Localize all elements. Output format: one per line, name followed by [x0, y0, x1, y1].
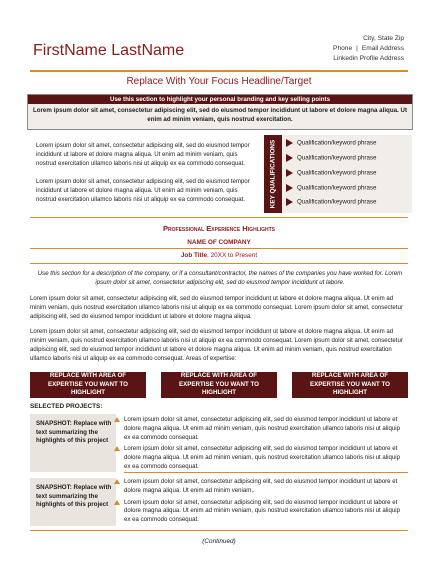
- project-bullet: Lorem ipsum dolor sit amet, consectetur adipiscing elit, sed do eiusmod tempor incididunt ut labore et dolore magna aliqua. Ut enim ad minim veniam,.: [124, 478, 406, 496]
- expertise-tab-2: REPLACE WITH AREA OF EXPERTISE YOU WANT TO HIGHLIGHT: [161, 372, 277, 398]
- linkedin: Linkedin Profile Address: [333, 55, 404, 62]
- summary-section: [36, 141, 258, 212]
- branding-title: Use this section to highlight your personal branding and key selling points: [28, 95, 412, 104]
- project-divider: [124, 472, 408, 473]
- focus-headline: Replace With Your Focus Headline/Target: [126, 76, 312, 87]
- summary-paragraph-2: Lorem ipsum dolor sit amet, consectetur adipiscing elit, sed do eiusmod tempor incididunt ut labore et dolore magna aliqua. Ut enim ad minim veniam, quis nostrud exercitation ullamco laboris nisi ut aliquip ex ea commodo consequat.: [36, 177, 250, 204]
- branding-box: [27, 94, 413, 130]
- phone-email-line: [333, 44, 404, 54]
- project-snapshot-1: SNAPSHOT: Replace with text summarizing the highlights of this project: [30, 414, 116, 472]
- job-divider: [30, 263, 408, 264]
- company-name: NAME OF COMPANY: [187, 239, 251, 246]
- arrow-icon: [286, 198, 293, 206]
- company-divider: [30, 248, 408, 249]
- project-bullet: Lorem ipsum dolor sit amet, consectetur adipiscing elit, sed do eiusmod tempor incididunt ut labore et dolore magna aliqua. Ut enim ad minim veniam, quis nostrud exercitation ullamco laboris nisi ut aliquip ex ea commodo consequat.: [124, 499, 406, 525]
- key-qualifications-list: [282, 135, 412, 213]
- summary-paragraph-1: Lorem ipsum dolor sit amet, consectetur adipiscing elit, sed do eiusmod tempor incididunt ut labore et dolore magna aliqua. Ut enim ad minim veniam, quis nostrud exercitation ullamco laboris nisi ut aliquip ex ea commodo consequat.: [36, 142, 250, 168]
- project-2-bullets: [124, 478, 406, 528]
- experience-paragraph-2: Lorem ipsum dolor sit amet, consectetur adipiscing elit, sed do eiusmod tempor incididunt ut labore et dolore magna aliqua. Ut enim ad minim veniam, quis nostrud exercitation ullamco laboris nisi ut aliquip ex ea commodo consequat. Lorem ipsum dolor sit amet, consectetur adipiscing elit, sed do eiusmod tempor incididunt ut labore et dolore magna aliqua. Ut enim ad minim veniam, quis nostrud exercitation ullamco laboris nisi ut aliquip ex ea commodo consequat. Areas of expertise:: [30, 328, 403, 362]
- arrow-icon: [286, 169, 293, 177]
- company-description: Use this section for a description of the company, or if a consultant/contractor, the names of the companies you have worked for. Lorem ipsum dolor sit amet, consectetur adipiscing elit, sed do eiusmod tempor incididunt ut labore.: [37, 270, 403, 286]
- section-divider: [30, 217, 408, 218]
- branding-text: Lorem ipsum dolor sit amet, consectetur adipiscing elit, sed do eiusmod tempor incididunt ut labore et dolore magna aliqua. Ut enim ad minim veniam, quis nostrud exercitation.: [32, 107, 408, 123]
- candidate-name: FirstName LastName: [33, 42, 185, 59]
- project-bullet: Lorem ipsum dolor sit amet, consectetur adipiscing elit, sed do eiusmod tempor incididunt ut labore et dolore magna aliqua. Ut enim ad minim veniam, quis nostrud exercitation ullamco laboris nisi ut aliquip ex ea commodo consequat.: [124, 416, 406, 442]
- experience-paragraph-1: Lorem ipsum dolor sit amet, consectetur adipiscing elit, sed do eiusmod tempor incididunt ut labore et dolore magna aliqua. Ut enim ad minim veniam, quis nostrud exercitation ullamco laboris nisi ut aliquip ex ea commodo consequat. Lorem ipsum dolor sit amet, consectetur adipiscing elit, sed do eiusmod tempor incididunt ut labore et dolore magna aliqua.: [30, 295, 403, 320]
- qualification-item: Qualification/keyword phrase: [286, 184, 376, 194]
- qualification-item: Qualification/keyword phrase: [286, 154, 376, 164]
- bullet-icon: [114, 417, 120, 422]
- job-title-line: Job Title, 20XX to Present: [180, 252, 258, 259]
- separator: |: [356, 45, 358, 52]
- qualification-item: Qualification/keyword phrase: [286, 198, 376, 208]
- city-state-zip: City, State Zip: [363, 35, 404, 42]
- key-qualifications-panel: [264, 135, 412, 213]
- expertise-tab-3: REPLACE WITH AREA OF EXPERTISE YOU WANT TO HIGHLIGHT: [292, 372, 408, 398]
- project-snapshot-2: SNAPSHOT: Replace with text summarizing the highlights of this project: [30, 478, 116, 526]
- qualification-item: Qualification/keyword phrase: [286, 139, 376, 149]
- contact-block: [333, 34, 404, 64]
- project-bullet: Lorem ipsum dolor sit amet, consectetur adipiscing elit, sed do eiusmod tempor incididunt ut labore et dolore magna aliqua. Ut enim ad minim veniam, quis nostrud exercitation ullamco laboris nisi ut aliquip ex ea commodo consequat.: [124, 445, 406, 471]
- qualification-item: Qualification/keyword phrase: [286, 169, 376, 179]
- key-qualifications-label: KEY QUALIFICATIONS: [264, 135, 282, 213]
- email: Email Address: [361, 45, 404, 52]
- phone: Phone: [333, 45, 353, 52]
- selected-projects-label: SELECTED PROJECTS:: [30, 403, 103, 410]
- bullet-icon: [114, 446, 120, 451]
- project-1-bullets: [124, 416, 406, 475]
- arrow-icon: [286, 154, 293, 162]
- continued-note: (Continued): [202, 538, 236, 545]
- job-title: Job Title: [180, 252, 208, 259]
- expertise-tab-1: REPLACE WITH AREA OF EXPERTISE YOU WANT TO HIGHLIGHT: [30, 372, 146, 398]
- arrow-icon: [286, 139, 293, 147]
- bullet-icon: [114, 479, 120, 484]
- experience-section-title: Professional Experience Highlights: [162, 224, 276, 233]
- bottom-divider: [30, 530, 408, 531]
- top-divider: [30, 70, 408, 72]
- expertise-tabs: [30, 372, 410, 398]
- arrow-icon: [286, 184, 293, 192]
- job-dates: 20XX to Present: [210, 252, 258, 259]
- bullet-icon: [114, 500, 120, 505]
